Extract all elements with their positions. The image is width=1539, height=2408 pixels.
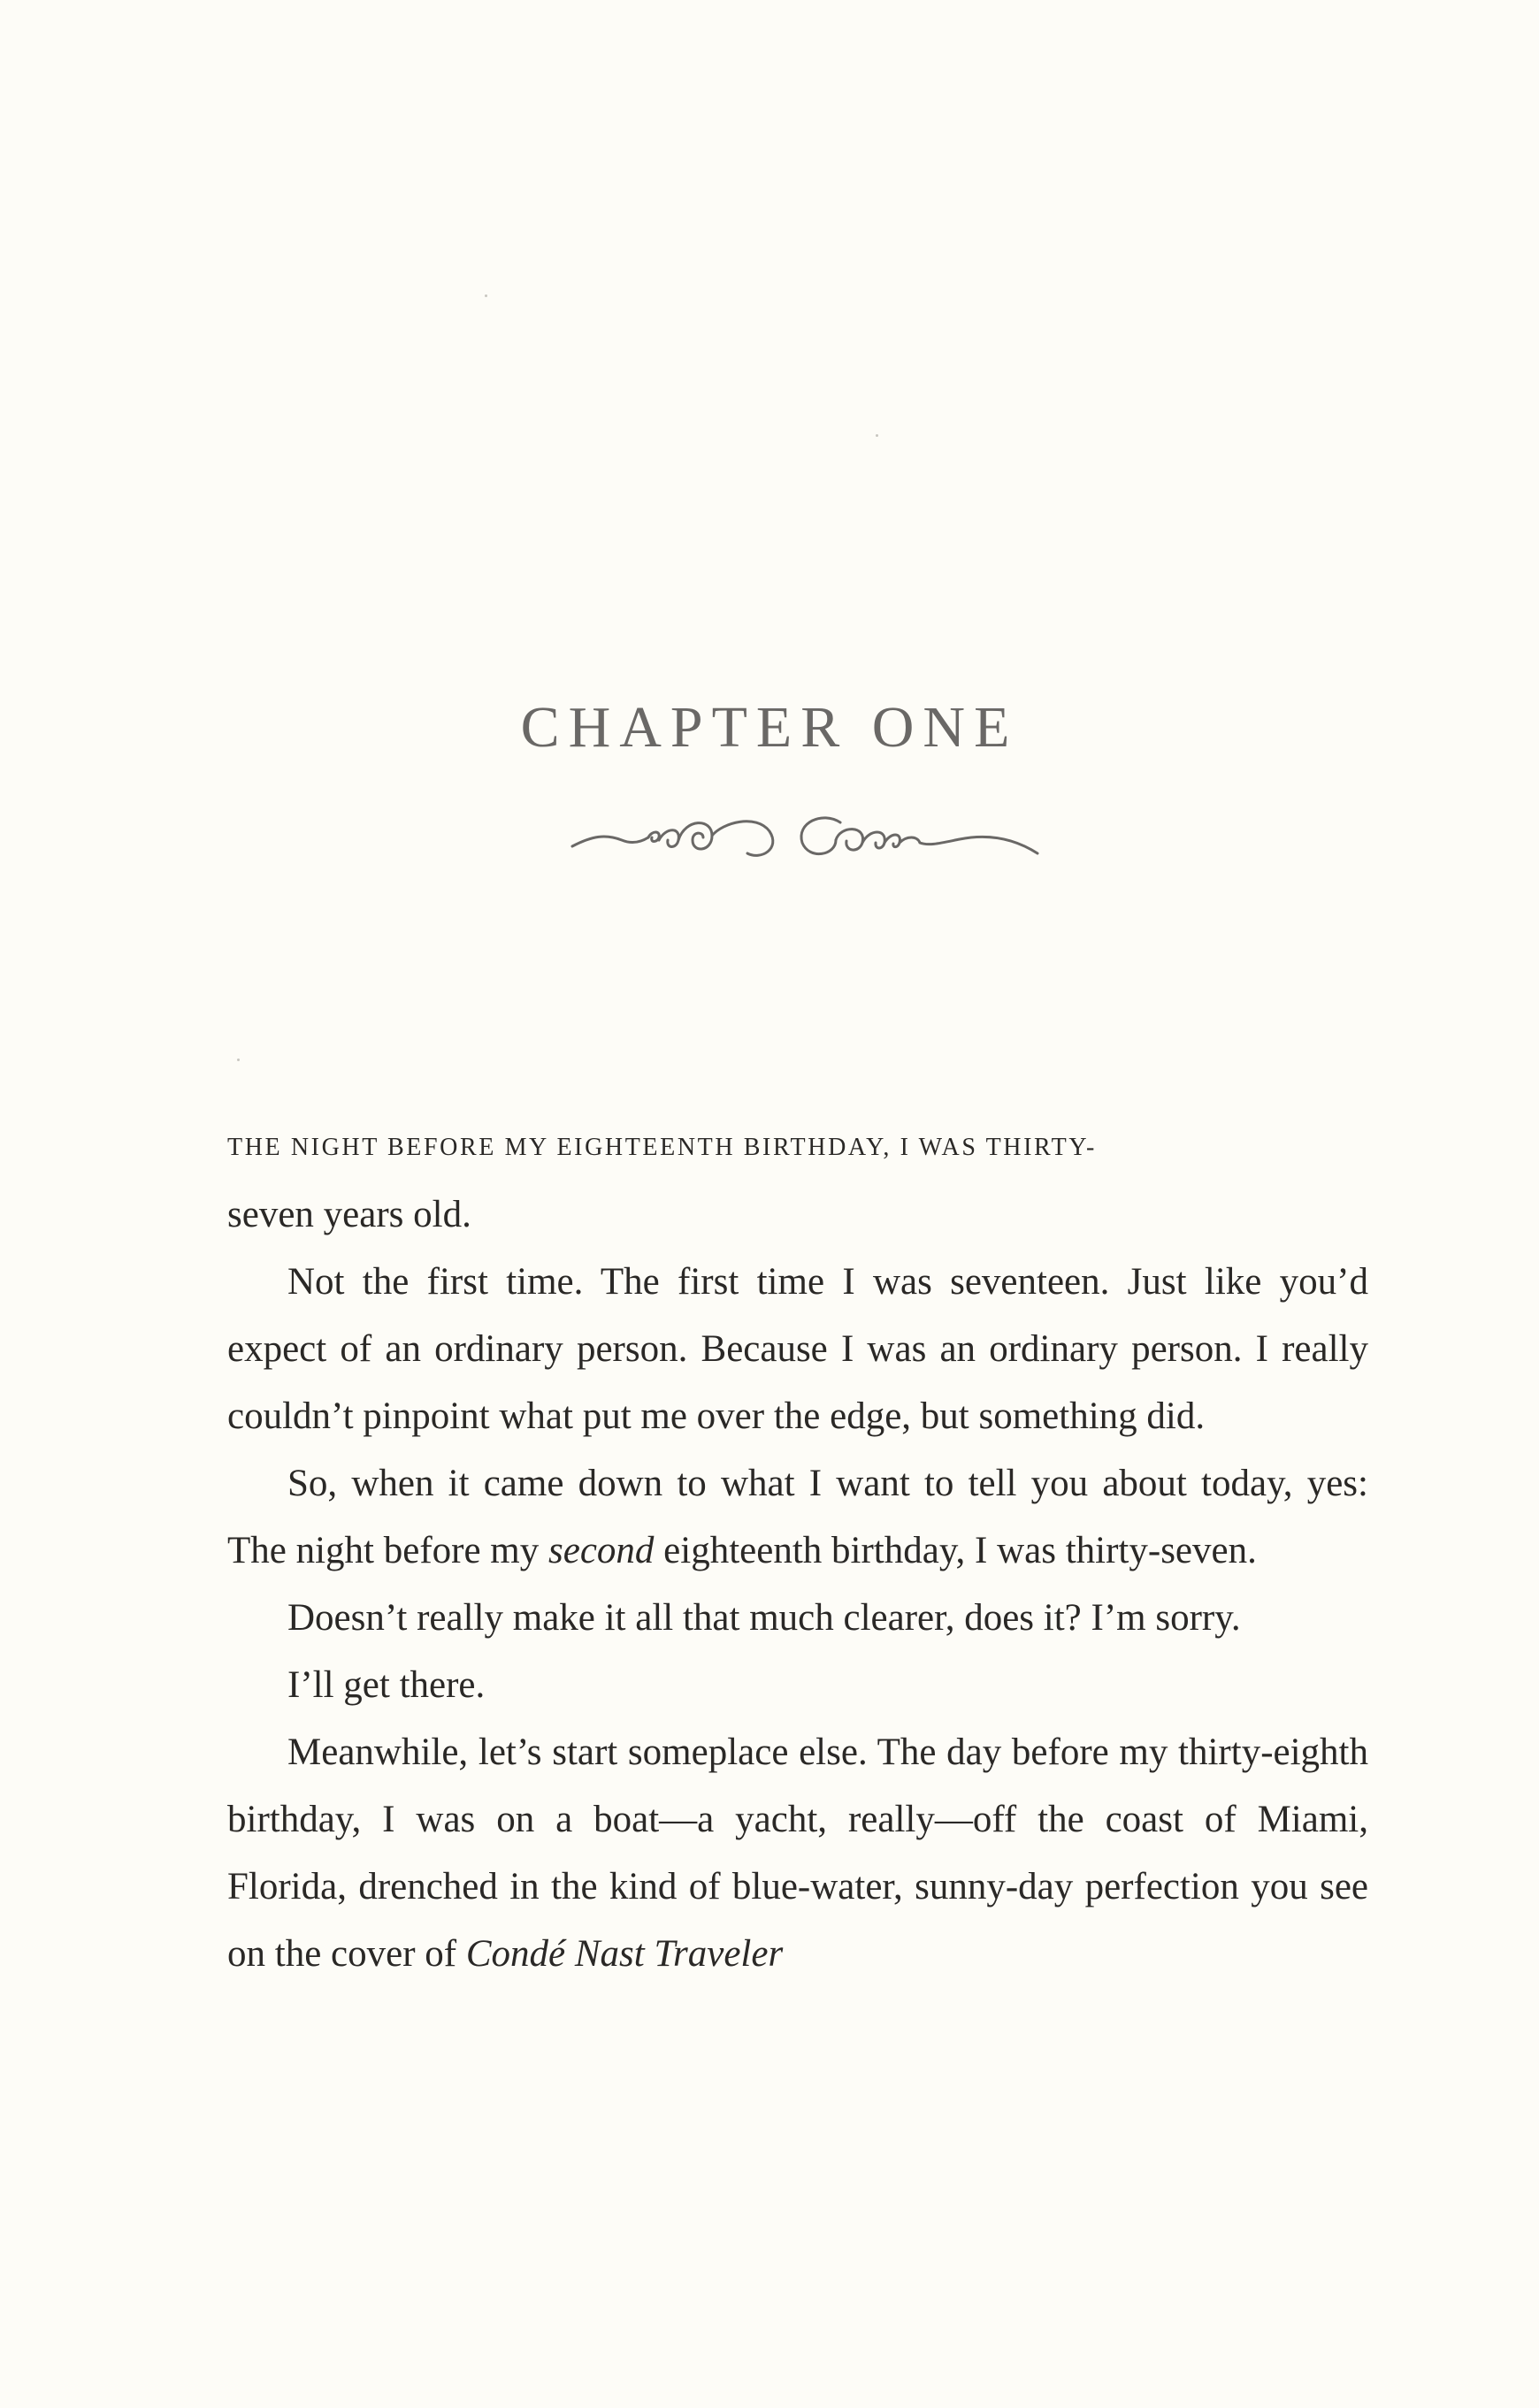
paragraph: Not the first time. The first time I was seventeen. Just like you’d expect of an ordinary person. Because I was an ordinary person. I really couldn’t pinpoint what put me over the edge, but something did. [227,1261,1368,1437]
paragraph-text: eighteenth birthday, I was thirty-seven. [654,1530,1257,1571]
opening-continuation: seven years old. [227,1194,471,1235]
paragraph: I’ll get there. [287,1664,486,1706]
paper-speck [876,434,878,437]
paper-speck [485,294,487,297]
italic-emphasis: second [548,1530,655,1571]
paper-speck [237,1059,240,1061]
italic-title: Condé Nast Traveler [465,1933,784,1975]
flourish-ornament-icon [570,800,1039,867]
paragraph [227,1450,1368,1585]
paragraph-text: So, when it came down to what I want to tell you about today, yes: The night before my [227,1463,1368,1571]
paragraph-text: Meanwhile, let’s start someplace else. The day before my thirty-eighth birthday, I was on a boat—a yacht, really—off the coast of Miami, Florida, drenched in the kind of blue-water, sunny-day perfection you see on the cover of [227,1731,1368,1975]
paragraph [227,1719,1368,1988]
chapter-body [227,1114,1368,1988]
opening-small-caps: THE NIGHT BEFORE MY EIGHTEENTH BIRTHDAY, I WAS THIRTY- [227,1134,1097,1161]
chapter-title: CHAPTER ONE [520,695,1019,760]
paragraph: Doesn’t really make it all that much clearer, does it? I’m sorry. [287,1597,1241,1639]
